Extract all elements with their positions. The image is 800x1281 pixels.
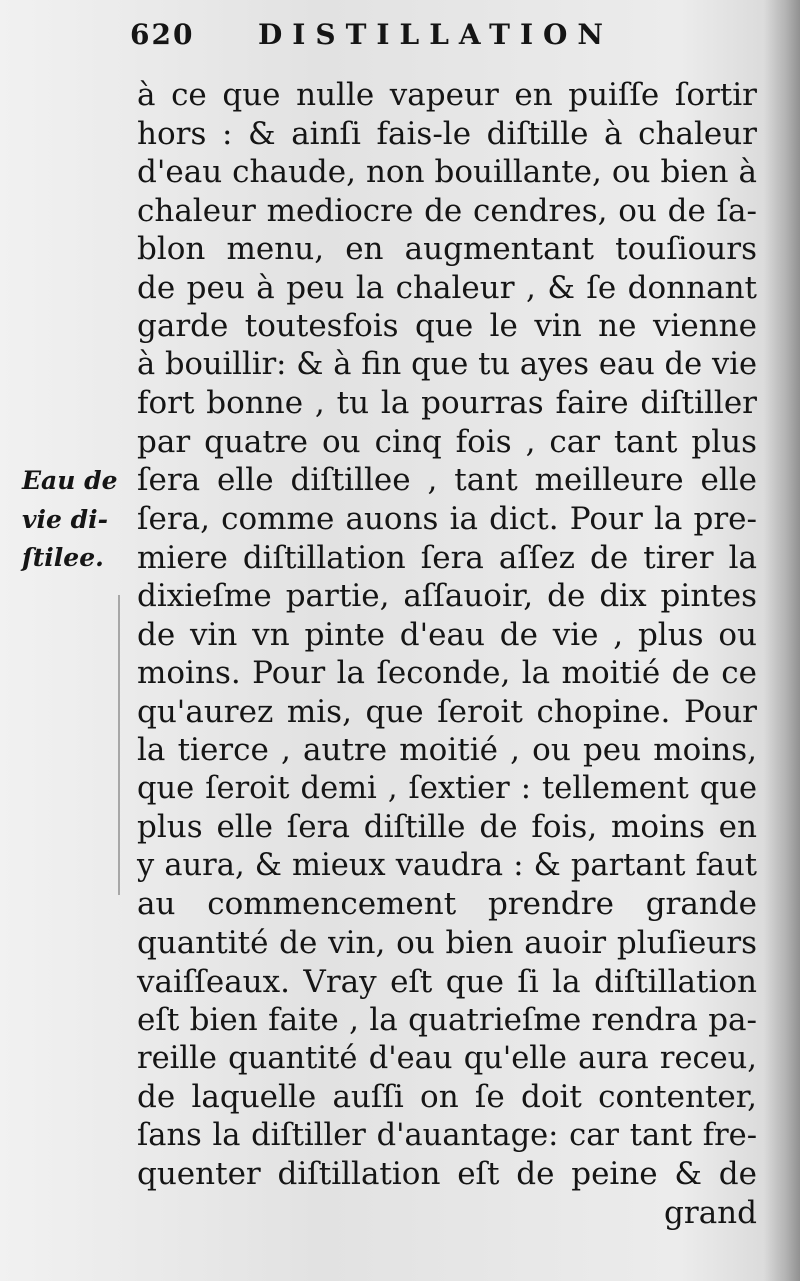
text-line: de peu à peu la chaleur , & ſe donnant [137,269,757,306]
text-line: vaiſſeaux. Vray eſt que ſi la diſtillation [137,963,757,1000]
page-gutter-shadow [764,0,800,1281]
marginal-note-line: Eau de [22,466,118,495]
running-title: DISTILLATION [258,18,614,51]
text-line: garde toutesfois que le vin ne vienne [137,308,757,345]
page-number: 620 [130,18,195,51]
text-line: chaleur mediocre de cendres, ou de ſa- [137,192,757,229]
text-line: miere diſtillation ſera aſſez de tirer la [137,539,757,576]
text-line: que ſeroit demi , ſextier : tellement que [137,770,757,806]
text-line: fort bonne , tu la pourras faire diſtiller [137,385,757,422]
text-line: à bouillir: & à fin que tu ayes eau de vie [137,346,757,382]
text-line: de laquelle auſſi on ſe doit contenter, [137,1079,757,1116]
marginal-note-line: ſtilee. [22,543,104,572]
text-line: qu'aurez mis, que ſeroit chopine. Pour [137,693,757,730]
text-line: moins. Pour la ſeconde, la moitié de ce [137,655,757,692]
text-line: au commencement prendre grande [137,886,757,923]
text-line: ſera, comme auons ia dict. Pour la pre- [137,501,757,538]
text-line: hors : & ainſi fais-le diſtille à chaleur [137,115,757,152]
text-line: reille quantité d'eau qu'elle aura receu, [137,1040,757,1076]
text-line: y aura, & mieux vaudra : & partant faut [137,847,757,883]
text-line: eſt bien faite , la quatrieſme rendra pa- [137,1002,757,1039]
page-header [130,18,730,58]
text-line: d'eau chaude, non bouillante, ou bien à [137,154,757,191]
catchword: grand [664,1194,757,1231]
text-line: quantité de vin, ou bien auoir pluſieurs [137,925,757,962]
bleed-through-rule [118,595,120,895]
text-line: la tierce , autre moitié , ou peu moins, [137,732,757,769]
text-line: plus elle ſera diſtille de fois, moins en [137,809,757,846]
text-line: de vin vn pinte d'eau de vie , plus ou [137,616,757,653]
body-text [137,76,757,1232]
text-line: à ce que nulle vapeur en puiſſe ſortir [137,77,757,113]
text-line: dixieſme partie, aſſauoir, de dix pintes [137,578,757,615]
marginal-note-line: vie di- [22,504,108,534]
text-line: blon menu, en augmentant touſiours [137,231,757,268]
text-line: ſans la diſtiller d'auantage: car tant fre- [137,1117,757,1153]
marginal-note [22,462,132,578]
text-line: ſera elle diſtillee , tant meilleure elle [137,462,757,499]
text-line: par quatre ou cinq fois , car tant plus [137,423,757,460]
text-line: quenter diſtillation eſt de peine & de [137,1156,757,1193]
